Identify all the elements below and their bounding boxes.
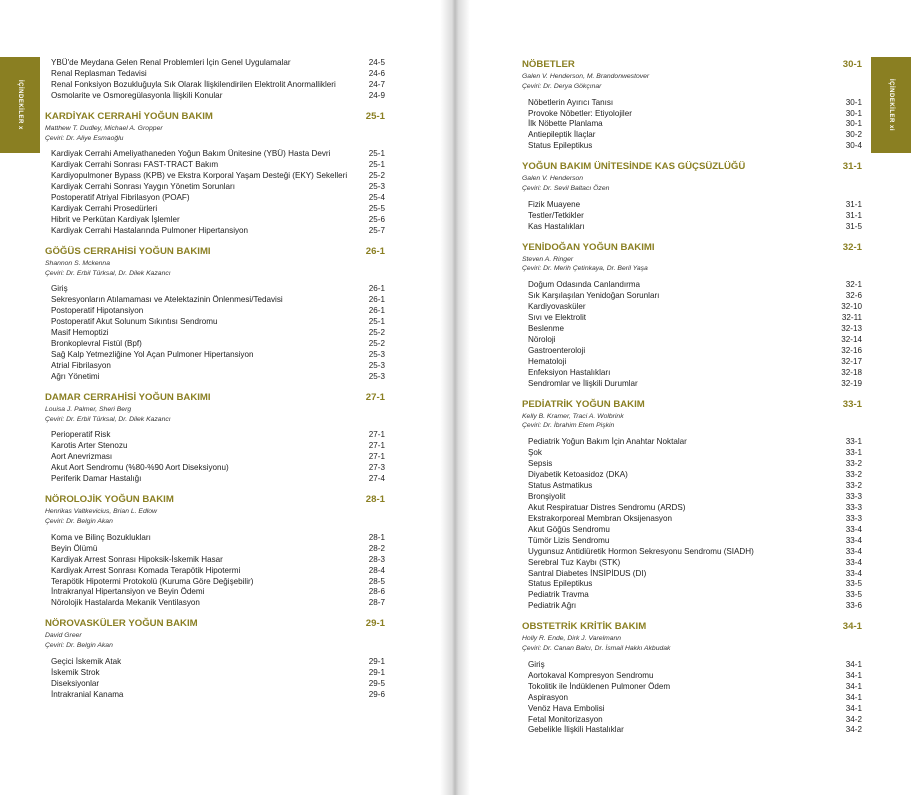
toc-entry [45, 474, 385, 485]
toc-entry-page: 25-4 [368, 193, 385, 203]
toc-entry-page: 33-2 [845, 459, 862, 469]
toc-entry-page: 30-4 [845, 141, 862, 151]
toc-entry [522, 346, 862, 357]
toc-entry-title: Kardiyak Cerrahi Sonrası FAST-TRACT Bakım [51, 160, 219, 170]
toc-entry [522, 715, 862, 726]
toc-entry [522, 313, 862, 324]
toc-entry-title: Pediatrik Travma [528, 590, 589, 600]
toc-entry [45, 328, 385, 339]
toc-entry-page: 25-2 [368, 339, 385, 349]
toc-entry-page: 25-1 [368, 317, 385, 327]
toc-entry-page: 33-4 [845, 535, 862, 545]
toc-entry-title: Ağrı Yönetimi [51, 371, 100, 381]
chapter-translators: Çeviri: Dr. Aliye Esmaoğlu [45, 134, 124, 142]
toc-entry [45, 91, 385, 102]
toc-entry-page: 33-4 [845, 568, 862, 578]
toc-entry-title: Ekstrakorporeal Membran Oksijenasyon [528, 513, 672, 523]
toc-entry [522, 291, 862, 302]
chapter-heading [522, 398, 862, 412]
chapter-page: 28-1 [365, 494, 385, 506]
toc-entry-page: 34-1 [845, 659, 862, 669]
toc-entry-page: 32-13 [841, 324, 862, 334]
toc-entry-title: Renal Replasman Tedavisi [51, 68, 147, 78]
toc-entry-title: Osmolarite ve Osmoregülasyonla İlişkili Konular [51, 90, 223, 100]
toc-entry [522, 324, 862, 335]
chapter-heading [45, 245, 385, 259]
toc-entry [45, 430, 385, 441]
chapter-heading [45, 110, 385, 124]
chapter-heading [522, 241, 862, 255]
toc-entry [522, 335, 862, 346]
toc-entry [522, 222, 862, 233]
toc-entry-page: 29-1 [368, 656, 385, 666]
toc-entry [45, 171, 385, 182]
chapter-translators: Çeviri: Dr. İbrahim Etem Pişkin [522, 422, 615, 430]
toc-entry-page: 25-7 [368, 225, 385, 235]
toc-entry-title: Kardiyak Cerrahi Sonrası Yaygın Yönetim Sorunları [51, 182, 236, 192]
toc-entry-page: 29-6 [368, 689, 385, 699]
toc-entry-title: Status Epileptikus [528, 579, 593, 589]
toc-entry [45, 317, 385, 328]
toc-entry-page: 34-2 [845, 725, 862, 735]
chapter-title: OBSTETRİK KRİTİK BAKIM [522, 621, 647, 633]
toc-entry-title: Nöroloji [528, 334, 556, 344]
toc-entry [45, 295, 385, 306]
toc-entry-title: Diyabetik Ketoasidoz (DKA) [528, 470, 628, 480]
toc-entry-page: 31-5 [845, 221, 862, 231]
toc-entry-page: 24-9 [368, 90, 385, 100]
chapter-title: YENİDOĞAN YOĞUN BAKIMI [522, 241, 655, 253]
toc-entry-title: Nöbetlerin Ayırıcı Tanısı [528, 97, 614, 107]
toc-entry-title: İntrakranyal Hipertansiyon ve Beyin Ödemi [51, 587, 205, 597]
toc-entry-title: Enfeksiyon Hastalıkları [528, 367, 611, 377]
toc-entry-title: Postoperatif Atriyal Fibrilasyon (POAF) [51, 193, 190, 203]
toc-entry-title: Kardiyak Arrest Sonrası Hipoksik-İskemik Hasar [51, 554, 223, 564]
toc-entry [45, 350, 385, 361]
toc-entry [522, 130, 862, 141]
toc-entry [45, 69, 385, 80]
toc-entry-title: Renal Fonksiyon Bozukluğuyla Sık Olarak İlişkilendirilen Elektrolit Anormallikleri [51, 79, 336, 89]
toc-entry-page: 33-3 [845, 502, 862, 512]
chapter-heading [45, 391, 385, 405]
toc-entry-page: 33-4 [845, 524, 862, 534]
toc-entry-title: Masif Hemoptizi [51, 328, 109, 338]
toc-entry-title: Karotis Arter Stenozu [51, 441, 128, 451]
toc-entry [522, 379, 862, 390]
toc-entry-title: Kas Hastalıkları [528, 221, 585, 231]
toc-entry-page: 25-3 [368, 350, 385, 360]
toc-entry-title: Bronkoplevral Fistül (Bpf) [51, 339, 142, 349]
toc-entry-page: 28-2 [368, 543, 385, 553]
toc-entry-page: 33-4 [845, 557, 862, 567]
toc-entry [45, 555, 385, 566]
toc-entry [522, 579, 862, 590]
toc-entry-page: 32-11 [841, 313, 862, 323]
toc-entry-title: Kardiyak Cerrahi Ameliyathaneden Yoğun Bakım Ünitesine (YBÜ) Hasta Devri [51, 149, 331, 159]
toc-entry-title: Gastroenteroloji [528, 345, 586, 355]
toc-entry [522, 725, 862, 736]
toc-entry-page: 34-1 [845, 692, 862, 702]
chapter-page: 27-1 [365, 391, 385, 403]
toc-entry-title: Aort Anevrizması [51, 452, 113, 462]
toc-entry-title: Periferik Damar Hastalığı [51, 474, 142, 484]
toc-entry-title: Kardiyopulmoner Bypass (KPB) ve Ekstra Korporal Yaşam Desteği (EKY) Sekelleri [51, 171, 348, 181]
toc-entry [522, 590, 862, 601]
toc-entry-title: Pediatrik Ağrı [528, 601, 577, 611]
toc-entry-page: 29-5 [368, 678, 385, 688]
toc-entry-title: Hibrit ve Perkütan Kardiyak İşlemler [51, 214, 180, 224]
chapter-page: 31-1 [842, 161, 862, 173]
chapter-page: 25-1 [365, 110, 385, 122]
toc-entry-page: 33-5 [845, 579, 862, 589]
toc-entry [522, 368, 862, 379]
toc-entry [522, 536, 862, 547]
toc-entry-page: 28-4 [368, 565, 385, 575]
toc-entry-page: 32-1 [845, 280, 862, 290]
chapter-heading [522, 160, 862, 174]
chapter-translators: Çeviri: Dr. Merih Çetinkaya, Dr. Beril Yaşa [522, 265, 648, 273]
toc-entry-page: 25-3 [368, 361, 385, 370]
toc-entry [45, 339, 385, 350]
left-thumb-tab [0, 57, 40, 153]
toc-entry-title: Postoperatif Akut Solunum Sıkıntısı Sendromu [51, 317, 218, 327]
chapter-translators: Çeviri: Dr. Belgin Akan [45, 642, 113, 650]
toc-entry-title: Status Astmatikus [528, 481, 593, 490]
toc-entry-page: 34-1 [845, 670, 862, 680]
chapter-authors: Louisa J. Palmer, Sheri Berg [45, 405, 132, 413]
toc-entry [522, 671, 862, 682]
toc-entry-title: Hematoloji [528, 356, 567, 366]
chapter-translators: Çeviri: Dr. Erbil Türksal, Dr. Dilek Kazancı [45, 415, 171, 423]
toc-entry-page: 32-19 [841, 378, 862, 388]
chapter-title: DAMAR CERRAHİSİ YOĞUN BAKIMI [45, 391, 211, 403]
toc-entry [522, 119, 862, 130]
toc-entry [522, 109, 862, 120]
toc-entry-page: 33-1 [845, 437, 862, 447]
toc-entry [45, 679, 385, 690]
toc-entry-title: Sık Karşılaşılan Yenidoğan Sorunları [528, 291, 660, 301]
toc-entry-title: Fizik Muayene [528, 199, 581, 209]
toc-entry-page: 33-4 [845, 546, 862, 556]
toc-entry [45, 182, 385, 193]
left-tab-label: İÇİNDEKİLER x [17, 80, 23, 130]
toc-entry-page: 28-1 [368, 532, 385, 542]
toc-entry-title: Fetal Monitorizasyon [528, 714, 603, 724]
right-tab-label: İÇİNDEKİLER xi [888, 78, 894, 131]
toc-entry-page: 30-1 [845, 97, 862, 107]
toc-entry-page: 33-2 [845, 470, 862, 480]
toc-entry-title: İntrakranial Kanama [51, 689, 124, 699]
toc-entry-page: 33-5 [845, 590, 862, 600]
toc-entry [522, 704, 862, 715]
toc-entry-title: Sepsis [528, 459, 553, 469]
toc-entry-page: 30-2 [845, 130, 862, 140]
chapter-authors: Galen V. Henderson [522, 175, 584, 183]
toc-entry [45, 566, 385, 577]
toc-entry-title: Perioperatif Risk [51, 430, 111, 440]
toc-entry-title: Venöz Hava Embolisi [528, 703, 605, 713]
chapter-translators: Çeviri: Dr. Belgin Akan [45, 517, 113, 525]
toc-entry [522, 448, 862, 459]
toc-entry-title: Sendromlar ve İlişkili Durumlar [528, 378, 638, 388]
toc-entry [45, 598, 385, 609]
toc-entry-title: Aspirasyon [528, 692, 569, 702]
toc-entry [522, 280, 862, 291]
toc-entry-title: Provoke Nöbetler: Etiyolojiler [528, 108, 632, 118]
toc-entry-page: 31-1 [845, 210, 862, 220]
chapter-authors: David Greer [45, 632, 82, 640]
toc-entry [45, 372, 385, 383]
toc-entry-page: 28-7 [368, 598, 385, 608]
toc-entry-page: 32-16 [841, 345, 862, 355]
toc-entry-title: Akut Göğüs Sendromu [528, 524, 610, 534]
book-gutter [440, 0, 470, 795]
chapter-title: YOĞUN BAKIM ÜNİTESİNDE KAS GÜÇSÜZLÜĞÜ [522, 161, 746, 173]
toc-entry-title: Gebelikle İlişkili Hastalıklar [528, 725, 624, 735]
toc-entry-title: Sağ Kalp Yetmezliğine Yol Açan Pulmoner Hipertansiyon [51, 350, 254, 360]
toc-entry-title: Tokolitik ile İndüklenen Pulmoner Ödem [528, 681, 671, 691]
toc-entry-page: 25-2 [368, 328, 385, 338]
toc-entry [45, 160, 385, 171]
toc-entry [522, 357, 862, 368]
left-toc-column [45, 58, 385, 701]
toc-entry [45, 226, 385, 237]
toc-entry-page: 30-1 [845, 119, 862, 129]
chapter-translators: Çeviri: Dr. Sevil Baltacı Özen [522, 185, 610, 193]
toc-entry-page: 34-1 [845, 681, 862, 691]
toc-entry-page: 34-1 [845, 703, 862, 713]
toc-entry-page: 33-6 [845, 601, 862, 611]
chapter-heading [45, 617, 385, 631]
chapter-page: 34-1 [842, 621, 862, 633]
toc-entry [45, 215, 385, 226]
toc-entry [522, 141, 862, 152]
toc-entry-title: Giriş [528, 659, 545, 669]
toc-entry [522, 492, 862, 503]
toc-entry-page: 24-6 [368, 68, 385, 78]
toc-entry [522, 459, 862, 470]
chapter-authors: Henrikas Valtkevicius, Brian L. Edlow [45, 508, 157, 516]
toc-entry-page: 27-1 [368, 441, 385, 451]
toc-entry-title: YBÜ'de Meydana Gelen Renal Problemleri İçin Genel Uygulamalar [51, 58, 291, 67]
toc-entry-title: Akut Respiratuar Distres Sendromu (ARDS) [528, 502, 686, 512]
toc-entry-page: 26-1 [368, 284, 385, 294]
toc-entry-title: Status Epileptikus [528, 141, 593, 151]
toc-entry [45, 463, 385, 474]
toc-entry [522, 514, 862, 525]
toc-entry [45, 441, 385, 452]
toc-entry-title: Testler/Tetkikler [528, 210, 584, 220]
chapter-translators: Çeviri: Dr. Canan Balcı, Dr. İsmail Hakkı Akbudak [522, 645, 671, 653]
chapter-title: NÖROVASKÜLER YOĞUN BAKIM [45, 618, 198, 630]
toc-entry [522, 660, 862, 671]
toc-entry-page: 28-3 [368, 554, 385, 564]
toc-entry-page: 32-6 [845, 291, 862, 301]
toc-entry [522, 470, 862, 481]
toc-entry-page: 27-4 [368, 474, 385, 484]
chapter-title: NÖBETLER [522, 59, 575, 70]
toc-entry-title: Uygunsuz Antidiüretik Hormon Sekresyonu Sendromu (SIADH) [528, 546, 754, 556]
toc-entry [522, 525, 862, 536]
toc-entry [45, 361, 385, 372]
toc-entry-page: 24-7 [368, 79, 385, 89]
chapter-authors: Kelly B. Kramer, Traci A. Wolbrink [522, 412, 624, 420]
toc-entry-page: 25-1 [368, 149, 385, 159]
toc-entry [45, 149, 385, 160]
toc-entry-title: Geçici İskemik Atak [51, 656, 122, 666]
toc-entry [522, 211, 862, 222]
toc-entry-title: Serebral Tuz Kaybı (STK) [528, 557, 621, 567]
toc-entry-title: Nörolojik Hastalarda Mekanik Ventilasyon [51, 598, 200, 608]
toc-entry [522, 569, 862, 580]
toc-entry-page: 33-3 [845, 513, 862, 523]
toc-entry-page: 25-2 [368, 171, 385, 181]
toc-entry [522, 547, 862, 558]
toc-entry-title: Beslenme [528, 324, 564, 334]
toc-entry-title: Terapötik Hipotermi Protokolü (Kuruma Göre Değişebilir) [51, 576, 254, 586]
chapter-page: 29-1 [365, 618, 385, 630]
toc-entry-page: 25-6 [368, 214, 385, 224]
toc-entry-title: Şok [528, 448, 542, 458]
toc-entry [45, 80, 385, 91]
chapter-title: PEDİATRİK YOĞUN BAKIM [522, 398, 645, 410]
toc-entry-title: Santral Diabetes İNSİPİDUS (DI) [528, 568, 647, 578]
toc-entry-page: 24-5 [368, 58, 385, 67]
toc-entry [522, 558, 862, 569]
toc-entry-title: Aortokaval Kompresyon Sendromu [528, 670, 654, 680]
toc-entry-title: Sekresyonların Atılamaması ve Atelektazinin Önlenmesi/Tedavisi [51, 295, 283, 305]
toc-entry [45, 204, 385, 215]
toc-entry-page: 27-1 [368, 452, 385, 462]
chapter-heading [522, 58, 862, 72]
toc-entry-title: Kardiyak Cerrahi Hastalarında Pulmoner Hipertansiyon [51, 225, 249, 235]
toc-entry-page: 32-14 [841, 334, 862, 344]
toc-entry-page: 27-1 [368, 430, 385, 440]
toc-entry-title: Kardiyovasküler [528, 302, 586, 312]
toc-entry-title: Kardiyak Arrest Sonrası Komada Terapötik Hipotermi [51, 565, 241, 575]
toc-entry-title: Tümör Lizis Sendromu [528, 535, 610, 545]
chapter-authors: Matthew T. Dudley, Michael A. Gropper [45, 124, 163, 132]
toc-entry [45, 533, 385, 544]
toc-entry-title: Beyin Ölümü [51, 543, 98, 553]
right-thumb-tab [871, 57, 911, 153]
toc-entry-page: 33-1 [845, 448, 862, 458]
toc-entry [522, 693, 862, 704]
chapter-translators: Çeviri: Dr. Erbil Türksal, Dr. Dilek Kazancı [45, 269, 171, 277]
toc-entry-page: 34-2 [845, 714, 862, 724]
toc-entry [45, 587, 385, 598]
chapter-title: KARDİYAK CERRAHİ YOĞUN BAKIM [45, 110, 213, 122]
chapter-title: GÖĞÜS CERRAHİSİ YOĞUN BAKIMI [45, 245, 211, 257]
chapter-heading [45, 493, 385, 507]
toc-entry [522, 682, 862, 693]
toc-entry-title: İlk Nöbette Planlama [528, 119, 603, 129]
toc-entry-title: Diseksiyonlar [51, 678, 100, 688]
chapter-page: 26-1 [365, 245, 385, 257]
toc-entry-page: 25-1 [368, 160, 385, 170]
toc-entry-page: 29-1 [368, 667, 385, 677]
toc-entry [45, 193, 385, 204]
toc-entry-title: Pediatrik Yoğun Bakım İçin Anahtar Noktalar [528, 437, 687, 447]
toc-entry-title: Giriş [51, 284, 68, 294]
toc-entry-page: 31-1 [845, 199, 862, 209]
toc-entry-title: Akut Aort Sendromu (%80-%90 Aort Diseksiyonu) [51, 463, 229, 473]
right-toc-column [522, 58, 862, 736]
toc-entry-title: İskemik Strok [51, 667, 100, 677]
toc-entry-page: 33-3 [845, 491, 862, 501]
toc-entry [45, 577, 385, 588]
toc-entry-title: Sıvı ve Elektrolit [528, 313, 587, 323]
toc-entry [522, 503, 862, 514]
toc-entry [45, 58, 385, 69]
toc-entry [45, 690, 385, 701]
toc-entry-page: 33-2 [845, 481, 862, 490]
chapter-authors: Shannon S. Mckenna [45, 259, 110, 267]
toc-entry-page: 32-17 [841, 356, 862, 366]
chapter-page: 32-1 [842, 241, 862, 253]
toc-entry [45, 657, 385, 668]
chapter-authors: Galen V. Henderson, M. Brandonwestover [522, 73, 650, 80]
toc-entry [45, 668, 385, 679]
toc-entry-title: Bronşiyolit [528, 491, 566, 501]
toc-entry-page: 25-3 [368, 371, 385, 381]
toc-entry-page: 27-3 [368, 463, 385, 473]
toc-entry-page: 30-1 [845, 108, 862, 118]
toc-entry-page: 28-5 [368, 576, 385, 586]
toc-entry-title: Kardiyak Cerrahi Prosedürleri [51, 204, 158, 214]
toc-entry [522, 601, 862, 612]
chapter-title: NÖROLOJİK YOĞUN BAKIM [45, 494, 174, 506]
chapter-authors: Steven A. Ringer [522, 255, 574, 263]
toc-entry-title: Postoperatif Hipotansiyon [51, 306, 144, 316]
toc-entry [522, 302, 862, 313]
chapter-page: 30-1 [842, 59, 862, 70]
continued-entries [45, 58, 385, 102]
toc-entry-title: Atrial Fibrilasyon [51, 361, 111, 370]
toc-entry [522, 437, 862, 448]
toc-entry-page: 32-10 [841, 302, 862, 312]
chapter-heading [522, 620, 862, 634]
toc-entry [45, 452, 385, 463]
toc-entry [45, 306, 385, 317]
toc-entry-page: 26-1 [368, 295, 385, 305]
toc-entry-page: 25-5 [368, 204, 385, 214]
toc-entry-title: Antiepileptik İlaçlar [528, 130, 596, 140]
chapter-page: 33-1 [842, 398, 862, 410]
toc-entry [45, 284, 385, 295]
chapter-authors: Holly R. Ende, Dirk J. Varelmann [522, 635, 622, 643]
chapter-translators: Çeviri: Dr. Derya Gökçınar [522, 82, 602, 90]
toc-entry-title: Koma ve Bilinç Bozuklukları [51, 532, 151, 542]
toc-entry-page: 26-1 [368, 306, 385, 316]
toc-entry-page: 28-6 [368, 587, 385, 597]
toc-entry-page: 25-3 [368, 182, 385, 192]
toc-entry [522, 200, 862, 211]
toc-entry-page: 32-18 [841, 367, 862, 377]
toc-entry [45, 544, 385, 555]
toc-entry-title: Doğum Odasında Canlandırma [528, 280, 641, 290]
toc-entry [522, 98, 862, 109]
toc-entry [522, 481, 862, 492]
